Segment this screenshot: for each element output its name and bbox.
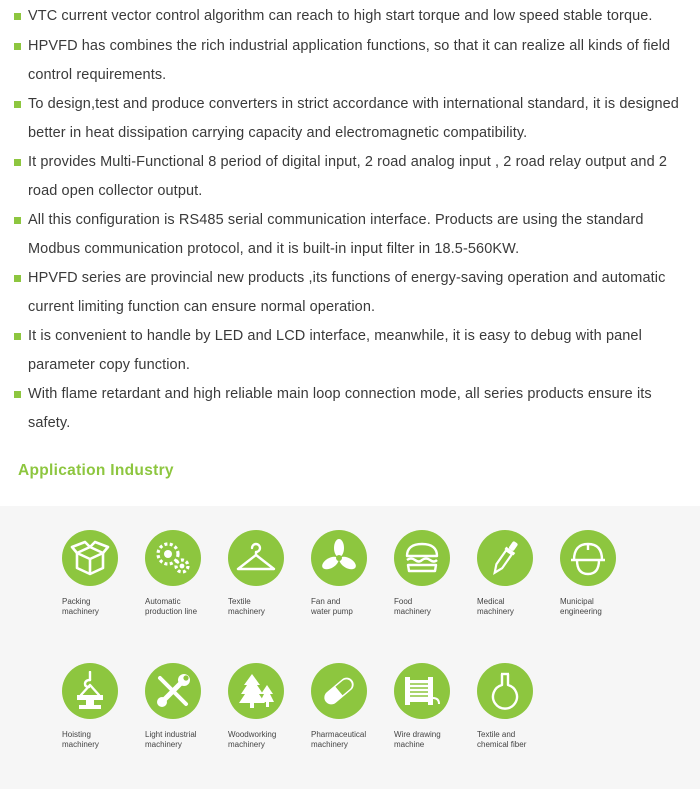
feature-text: It provides Multi-Functional 8 period of digital input, 2 road analog input , 2 road relay output and 2 road open collector output. xyxy=(28,154,668,199)
industry-label: Woodworking machinery xyxy=(228,730,277,749)
industry-label: Automatic production line xyxy=(145,597,198,616)
feature-item xyxy=(14,206,694,264)
feature-text: All this configuration is RS485 serial communication interface. Products are using the standard Modbus communication protocol, and it is built-in input filter in 18.5-560KW. xyxy=(28,212,644,257)
feature-text: To design,test and produce converters in strict accordance with international standard, it is designed better in heat dissipation carrying capacity and electromagnetic compatibility. xyxy=(28,96,679,141)
industry-label: Hoisting machinery xyxy=(62,730,99,749)
industry-label: Textile and chemical fiber xyxy=(477,730,527,749)
feature-item xyxy=(14,90,694,148)
feature-text: With flame retardant and high reliable main loop connection mode, all series products ensure its safety. xyxy=(28,386,652,431)
box-icon xyxy=(62,530,118,586)
fan-icon xyxy=(311,530,367,586)
helmet-icon xyxy=(560,530,616,586)
feature-item xyxy=(14,322,694,380)
bullet-square-icon xyxy=(14,275,21,282)
bullet-square-icon xyxy=(14,217,21,224)
industry-label: Light industrial machinery xyxy=(145,730,197,749)
feature-text: It is convenient to handle by LED and LCD interface, meanwhile, it is easy to debug with panel parameter copy function. xyxy=(28,328,642,373)
wire-spool-icon xyxy=(394,663,450,719)
flask-icon xyxy=(477,663,533,719)
bullet-square-icon xyxy=(14,13,21,20)
industry-label: Textile machinery xyxy=(228,597,265,616)
application-industry-panel xyxy=(0,506,700,789)
industry-label: Wire drawing machine xyxy=(394,730,441,749)
industry-label: Medical machinery xyxy=(477,597,514,616)
bullet-square-icon xyxy=(14,43,21,50)
hanger-icon xyxy=(228,530,284,586)
industry-label: Food machinery xyxy=(394,597,431,616)
hook-icon xyxy=(62,663,118,719)
dropper-icon xyxy=(477,530,533,586)
gears-icon xyxy=(145,530,201,586)
feature-text: HPVFD series are provincial new products ,its functions of energy-saving operation and automatic current limiting function can ensure normal operation. xyxy=(28,270,666,315)
capsule-icon xyxy=(311,663,367,719)
industry-label: Municipal engineering xyxy=(560,597,602,616)
feature-text: VTC current vector control algorithm can reach to high start torque and low speed stable torque. xyxy=(28,8,653,24)
industry-label: Pharmaceutical machinery xyxy=(311,730,367,749)
section-title: Application Industry xyxy=(18,462,174,479)
burger-icon xyxy=(394,530,450,586)
feature-text: HPVFD has combines the rich industrial application functions, so that it can realize all kinds of field control requirements. xyxy=(28,38,671,83)
bullet-square-icon xyxy=(14,101,21,108)
feature-item xyxy=(14,264,694,322)
trees-icon xyxy=(228,663,284,719)
industry-label: Fan and water pump xyxy=(311,597,353,616)
feature-item xyxy=(14,148,694,206)
tools-icon xyxy=(145,663,201,719)
feature-item xyxy=(14,2,694,31)
feature-item xyxy=(14,380,694,438)
feature-item xyxy=(14,32,694,90)
bullet-square-icon xyxy=(14,333,21,340)
industry-label: Packing machinery xyxy=(62,597,99,616)
bullet-square-icon xyxy=(14,159,21,166)
bullet-square-icon xyxy=(14,391,21,398)
